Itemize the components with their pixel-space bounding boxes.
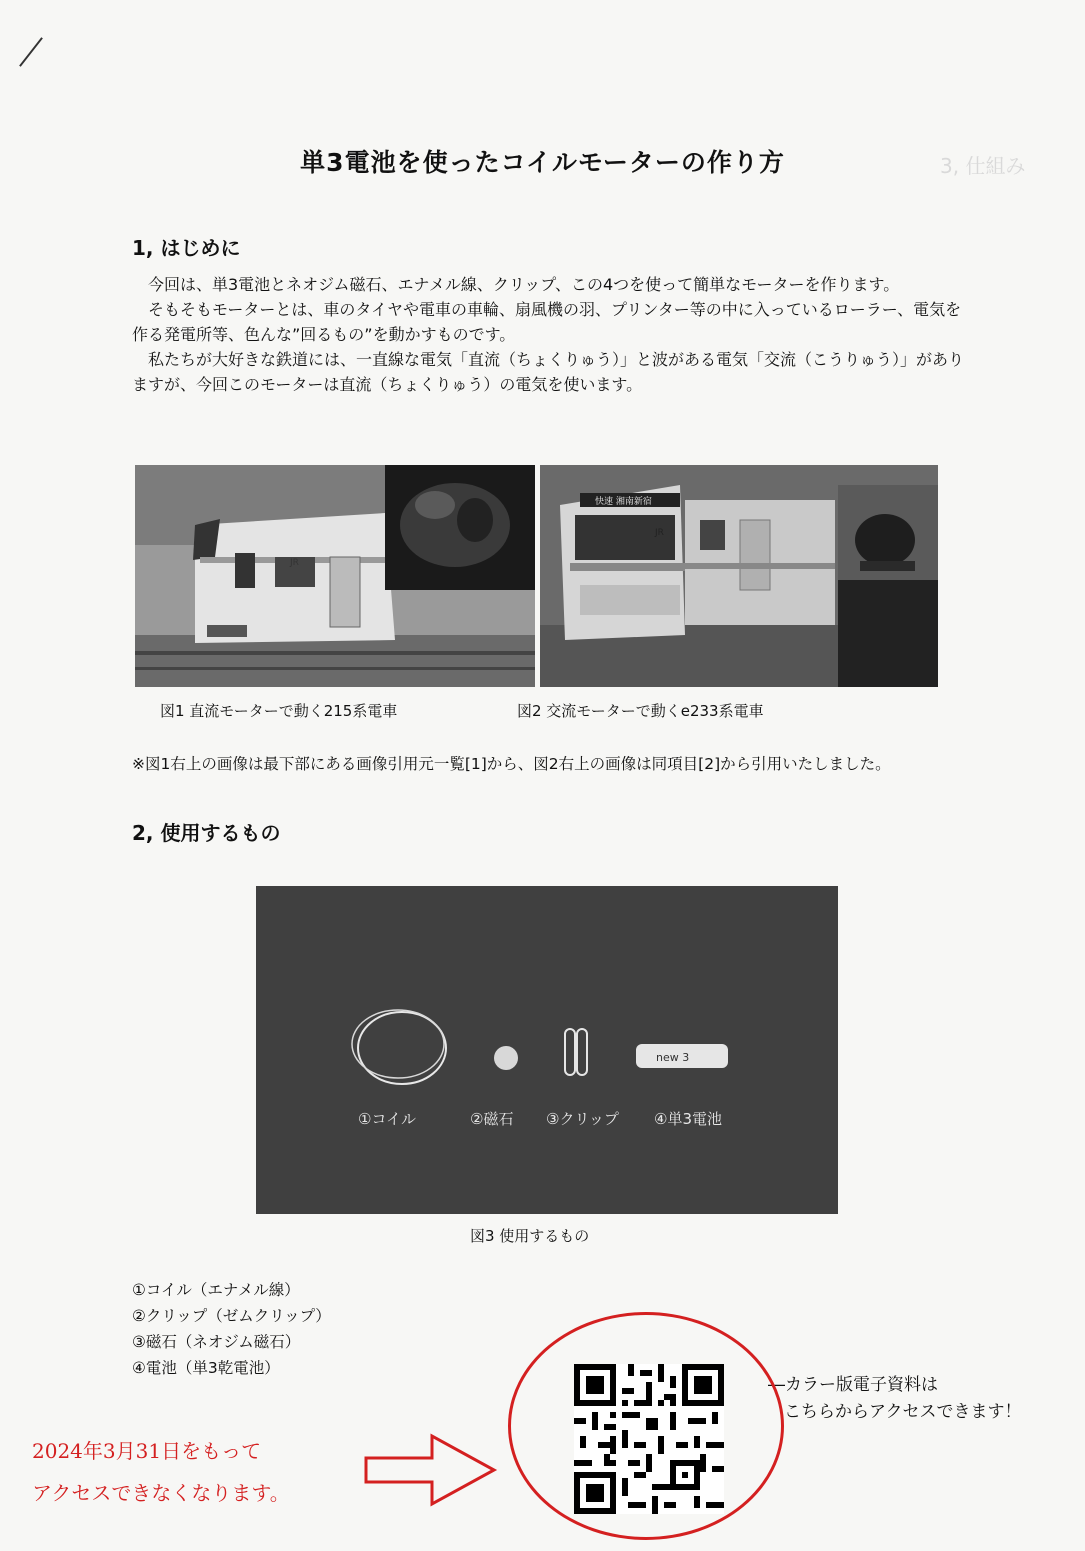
- label-coil: ①コイル: [358, 1110, 416, 1128]
- image-source-note: ※図1右上の画像は最下部にある画像引用元一覧[1]から、図2右上の画像は同項目[2]から引用いたしました。: [132, 755, 891, 773]
- materials-illustration: [256, 886, 838, 1214]
- materials-list: [132, 1277, 331, 1381]
- label-battery: ④単3電池: [654, 1110, 722, 1128]
- fig1-logo: JR: [290, 558, 299, 568]
- list-item: ③磁石（ネオジム磁石）: [132, 1333, 301, 1351]
- battery-label: new 3: [656, 1051, 690, 1064]
- fig2-destination: 快速 湘南新宿: [595, 497, 652, 507]
- fig2-logo: JR: [655, 528, 664, 538]
- paragraph: 私たちが大好きな鉄道には、一直線な電気「直流（ちょくりゅう）」と波がある電気「交流（こうりゅう）」がありますが、今回このモーターは直流（ちょくりゅう）の電気を使います。: [132, 350, 965, 394]
- expiry-line: アクセスできなくなります。: [32, 1481, 290, 1505]
- list-item: ④電池（単3乾電池）: [132, 1359, 280, 1377]
- figure2-photo: [540, 465, 938, 687]
- expiry-notice: [32, 1430, 290, 1514]
- train-215-illustration: [135, 465, 535, 687]
- label-clip: ③クリップ: [546, 1110, 619, 1128]
- red-circle-annotation: [508, 1312, 784, 1540]
- expiry-line: 2024年3月31日をもって: [32, 1439, 262, 1463]
- paragraph: そもそもモーターとは、車のタイヤや電車の車輪、扇風機の羽、プリンター等の中に入っているローラー、電気を作る発電所等、色んな”回るもの”を動かすものです。: [132, 300, 962, 344]
- qr-access-note: [768, 1372, 1022, 1426]
- list-item: ①コイル（エナメル線）: [132, 1281, 300, 1299]
- label-magnet: ②磁石: [470, 1110, 514, 1128]
- page-title: 単3電池を使ったコイルモーターの作り方: [300, 148, 785, 177]
- qr-note-line: ―カラー版電子資料は: [768, 1375, 938, 1395]
- figure1-photo: [135, 465, 535, 687]
- bleed-through: 3, 仕組み: [940, 154, 1026, 178]
- qr-note-line: こちらからアクセスできます！: [784, 1402, 1022, 1422]
- train-e233-illustration: [540, 465, 938, 687]
- figure2-caption: 図2 交流モーターで動くe233系電車: [517, 702, 764, 720]
- figure3-photo: [256, 886, 838, 1214]
- section1-heading: 1, はじめに: [132, 236, 241, 260]
- section2-heading: 2, 使用するもの: [132, 821, 281, 845]
- red-arrow-icon: [362, 1430, 502, 1510]
- paragraph: 今回は、単3電池とネオジム磁石、エナメル線、クリップ、この4つを使って簡単なモーターを作ります。: [132, 275, 900, 294]
- section1-body: [132, 272, 972, 397]
- figure3-caption: 図3 使用するもの: [470, 1227, 590, 1245]
- list-item: ②クリップ（ゼムクリップ）: [132, 1307, 331, 1325]
- pen-mark: [19, 37, 43, 67]
- figure1-caption: 図1 直流モーターで動く215系電車: [160, 702, 398, 720]
